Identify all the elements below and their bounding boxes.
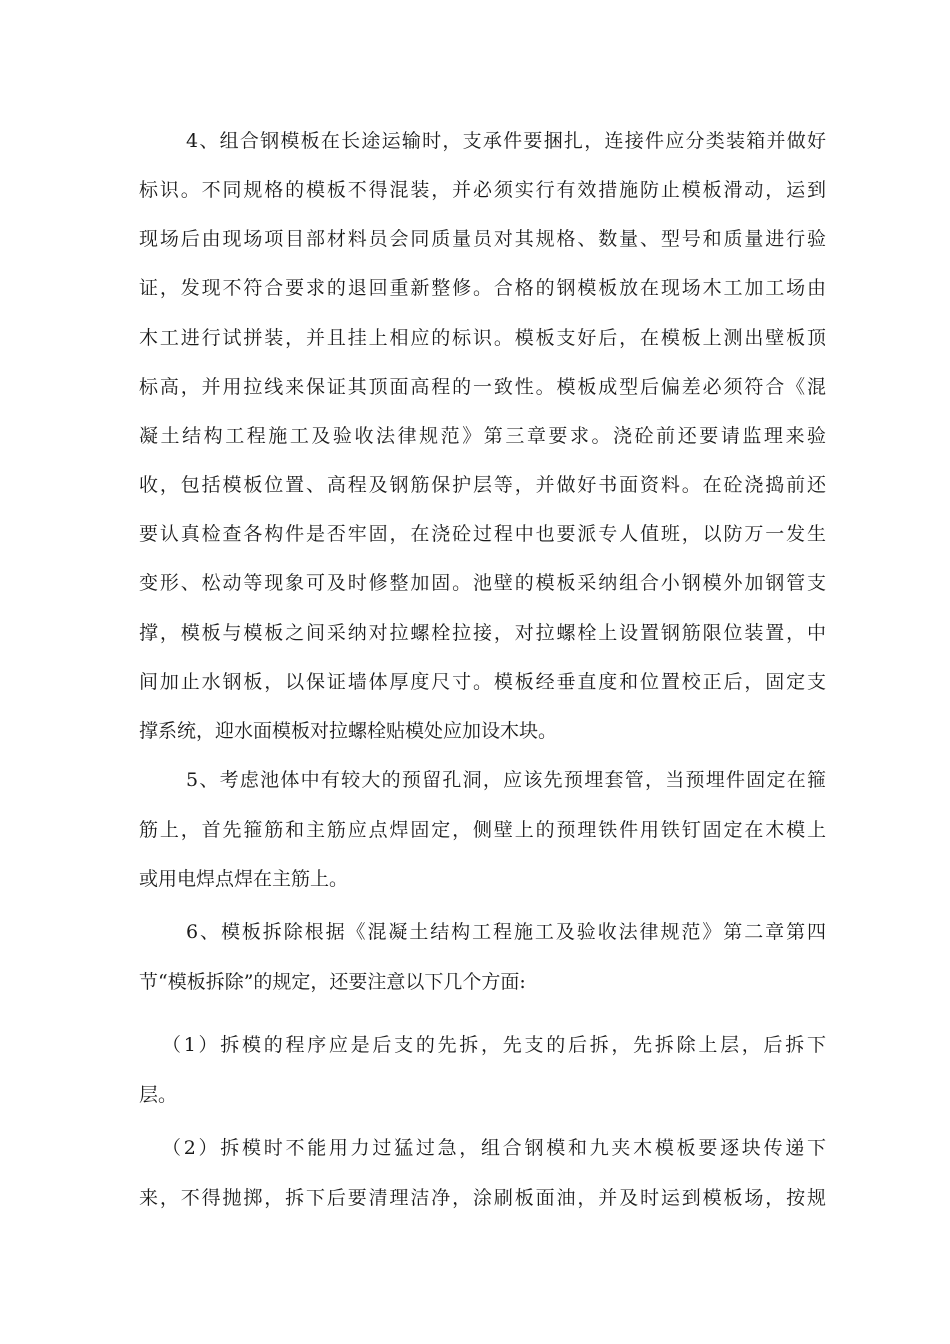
text-line: 现场后由现场项目部材料员会同质量员对其规格、数量、型号和质量进行验 xyxy=(139,228,828,250)
text-line: 撑，模板与模板之间采纳对拉螺栓拉接，对拉螺栓上设置钢筋限位装置，中 xyxy=(139,622,828,644)
text-line: （1）拆模的程序应是后支的先拆，先支的后拆，先拆除上层，后拆下 xyxy=(162,1034,829,1056)
text-line: 或用电焊点焊在主筋上。 xyxy=(139,868,349,890)
text-line: 来，不得抛掷，拆下后要清理洁净，涂刷板面油，并及时运到模板场，按规 xyxy=(139,1187,828,1209)
text-line: 木工进行试拼装，并且挂上相应的标识。模板支好后，在模板上测出壁板顶 xyxy=(139,327,828,349)
text-line: 4、组合钢模板在长途运输时，支承件要捆扎，连接件应分类装箱并做好 xyxy=(186,130,828,152)
text-line: 6、模板拆除根据《混凝土结构工程施工及验收法律规范》第二章第四 xyxy=(186,921,828,943)
text-line: 筋上，首先箍筋和主筋应点焊固定，侧壁上的预理铁件用铁钉固定在木模上 xyxy=(139,819,828,841)
text-line: 层。 xyxy=(139,1084,178,1106)
text-line: 证，发现不符合要求的退回重新整修。合格的钢模板放在现场木工加工场由 xyxy=(139,277,828,299)
text-line: 撑系统，迎水面模板对拉螺栓贴模处应加设木块。 xyxy=(139,720,558,742)
text-line: 间加止水钢板，以保证墙体厚度尺寸。模板经垂直度和位置校正后，固定支 xyxy=(139,671,828,693)
text-line: 收，包括模板位置、高程及钢筋保护层等，并做好书面资料。在砼浇捣前还 xyxy=(139,474,828,496)
text-line: 变形、松动等现象可及时修整加固。池壁的模板采纳组合小钢模外加钢管支 xyxy=(139,572,828,594)
text-line: 要认真检查各构件是否牢固，在浇砼过程中也要派专人值班，以防万一发生 xyxy=(139,523,828,545)
text-line: 标高，并用拉线来保证其顶面高程的一致性。模板成型后偏差必须符合《混 xyxy=(139,376,828,398)
text-line: 5、考虑池体中有较大的预留孔洞，应该先预埋套管，当预埋件固定在箍 xyxy=(186,769,828,791)
text-line: 节“模板拆除”的规定，还要注意以下几个方面: xyxy=(139,971,526,993)
text-line: 凝土结构工程施工及验收法律规范》第三章要求。浇砼前还要请监理来验 xyxy=(139,425,829,447)
text-line: （2）拆模时不能用力过猛过急，组合钢模和九夹木模板要逐块传递下 xyxy=(162,1137,829,1159)
text-line: 标识。不同规格的模板不得混装，并必须实行有效措施防止模板滑动，运到 xyxy=(139,179,828,201)
